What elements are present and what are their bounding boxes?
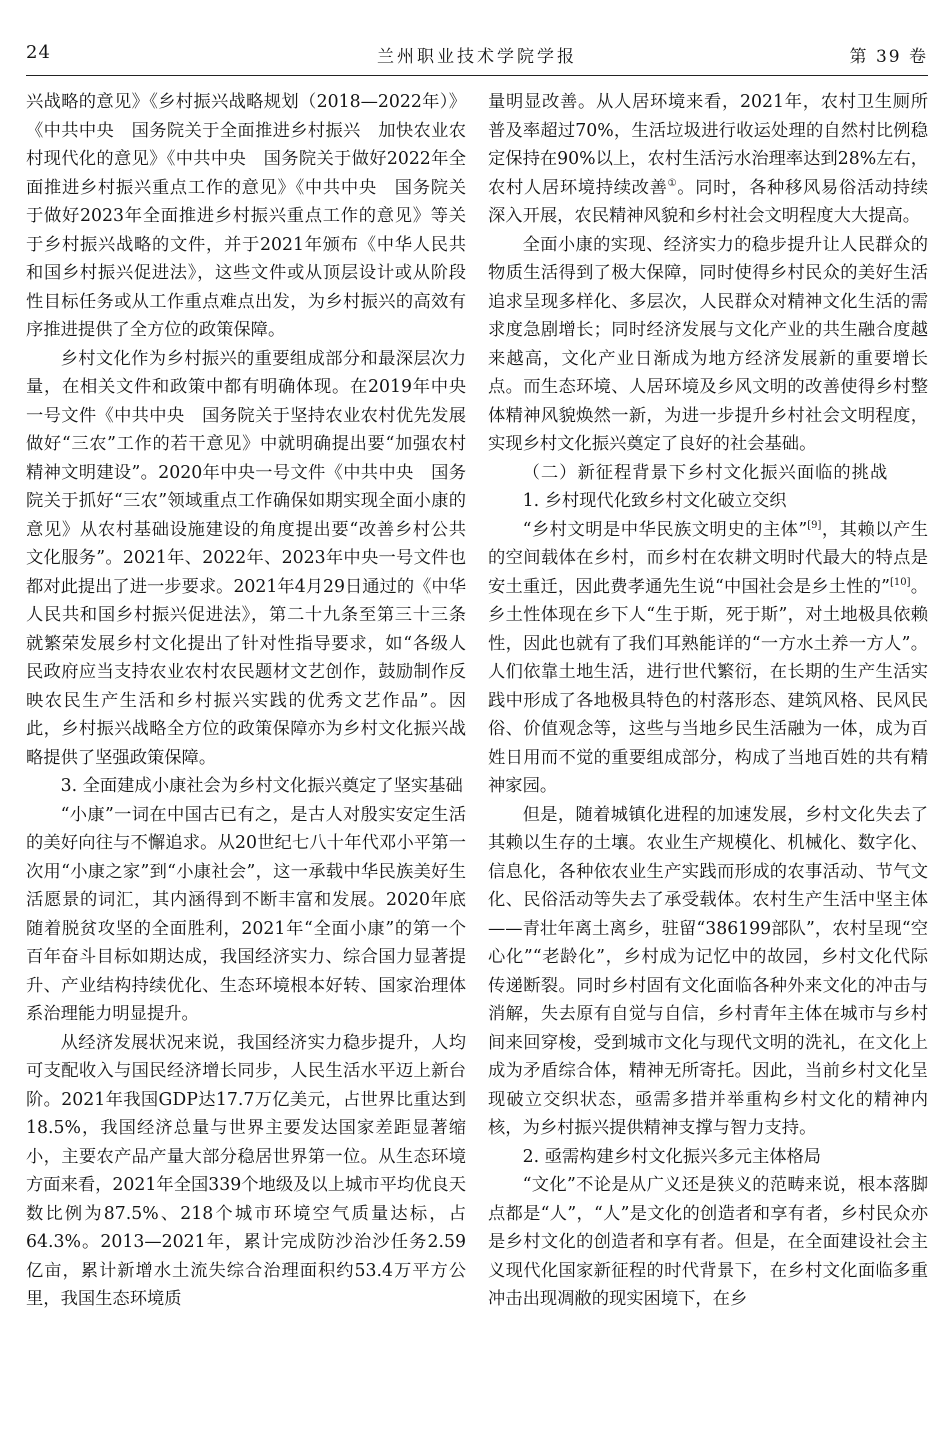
header-rule [26,75,928,76]
subsection-heading: 3. 全面建成小康社会为乡村文化振兴奠定了坚实基础 [60,776,463,796]
paragraph: “小康”一词在中国古已有之，是古人对殷实安定生活的美好向往与不懈追求。从20世纪七八十年代邓小平第一次用“小康之家”到“小康社会”，这一承载中华民族美好生活愿景的词汇，其内涵得到不断丰富和发展。2020年底随着脱贫攻坚的全面胜利，2021年“全面小康”的第一个百年奋斗目标如期达成，我国经济实力、综合国力显著提升、产业结构持续优化、生态环境根本好转、国家治理体系治理能力明显提升。 [26,804,466,1024]
page-number: 24 [26,42,51,63]
right-column [488,88,928,1438]
subsection-heading: 2. 亟需构建乡村文化振兴多元主体格局 [522,1146,822,1167]
section-heading: （二）新征程背景下乡村文化振兴面临的挑战 [522,462,889,483]
volume-label: 第 39 卷 [849,47,928,67]
left-column [26,88,466,1438]
paragraph: 但是，随着城镇化进程的加速发展，乡村文化失去了其赖以生存的土壤。农业生产规模化、机械化、数字化、信息化，各种依农业生产实践而形成的农事活动、节气文化、民俗活动等失去了承受载体。农村生产生活中坚主体——青壮年离土离乡，驻留“386199部队”，农村呈现“空心化”“老龄化”，乡村成为记忆中的故园，乡村文化代际传递断裂。同时乡村固有文化面临各种外来文化的冲击与消解，失去原有自觉与自信，乡村青年主体在城市与乡村间来回穿梭，受到城市文化与现代文明的洗礼，在文化上成为矛盾综合体，精神无所寄托。因此，当前乡村文化呈现破立交织状态，亟需多措并举重构乡村文化的精神内核，为乡村振兴提供精神支撑与智力支持。 [488,804,928,1138]
subsection-heading: 1. 乡村现代化致乡村文化破立交织 [522,491,787,511]
citation-ref: [10] [890,576,911,588]
journal-title: 兰州职业技术学院学报 [377,47,577,67]
page-header [26,42,928,72]
paragraph: 乡村文化作为乡村振兴的重要组成部分和最深层次力量，在相关文件和政策中都有明确体现。在2019年中央一号文件《中共中央 国务院关于坚持农业农村优先发展做好“三农”工作的若干意见》中就明确提出要“加强农村精神文明建设”。2020年中央一号文件《中共中央 国务院关于抓好“三农”领域重点工作确保如期实现全面小康的意见》从农村基础设施建设的角度提出要“改善乡村公共文化服务”。2021年、2022年、2023年中央一号文件也都对此提出了进一步要求。2021年4月29日通过的《中华人民共和国乡村振兴促进法》，第二十九条至第三十三条就繁荣发展乡村文化提出了针对性指导要求，如“各级人民政府应当支持农业农村农民题材文艺创作，鼓励制作反映农民生产生活和乡村振兴实践的优秀文艺作品”。因此，乡村振兴战略全方位的政策保障亦为乡村文化振兴战略提供了坚强政策保障。 [26,348,466,768]
paragraph: 量明显改善。从人居环境来看，2021年，农村卫生厕所普及率超过70%，生活垃圾进行收运处理的自然村比例稳定保持在90%以上，农村生活污水治理率达到28%左右，农村人居环境持续改善①。同时，各种移风易俗活动持续深入开展，农民精神风貌和乡村社会文明程度大大提高。 [488,92,928,226]
paragraph: 全面小康的实现、经济实力的稳步提升让人民群众的物质生活得到了极大保障，同时使得乡村民众的美好生活追求呈现多样化、多层次，人民群众对精神文化生活的需求度急剧增长；同时经济发展与文化产业的共生融合度越来越高，文化产业日渐成为地方经济发展新的重要增长点。而生态环境、人居环境及乡风文明的改善使得乡村整体精神风貌焕然一新，为进一步提升乡村社会文明程度，实现乡村文化振兴奠定了良好的社会基础。 [488,234,928,454]
paragraph: “文化”不论是从广义还是狭义的范畴来说，根本落脚点都是“人”，“人”是文化的创造者和享有者，乡村民众亦是乡村文化的创造者和享有者。但是，在全面建设社会主义现代化国家新征程的时代背景下，在乡村文化面临多重冲击出现凋敝的现实困境下，在乡 [488,1175,928,1309]
paragraph: “乡村文明是中华民族文明史的主体”[9]，其赖以产生的空间载体在乡村，而乡村在农耕文明时代最大的特点是安土重迁，因此费孝通先生说“中国社会是乡土性的”[10]。乡土性体现在乡下人“生于斯，死于斯”，对土地极具依赖性，因此也就有了我们耳熟能详的“一方水土养一方人”。人们依靠土地生活，进行世代繁衍，在长期的生产生活实践中形成了各地极具特色的村落形态、建筑风格、民风民俗、价值观念等，这些与当地乡民生活融为一体，成为百姓日用而不觉的重要组成部分，构成了当地百姓的共有精神家园。 [488,519,928,796]
citation-ref: [9] [807,519,822,531]
paragraph: 从经济发展状况来说，我国经济实力稳步提升，人均可支配收入与国民经济增长同步，人民生活水平迈上新台阶。2021年我国GDP达17.7万亿美元，占世界比重达到18.5%，我国经济总量与世界主要发达国家差距显著缩小，主要农产品产量大部分稳居世界第一位。从生态环境方面来看，2021年全国339个地级及以上城市平均优良天数比例为87.5%、218个城市环境空气质量达标，占64.3%。2013—2021年，累计完成防沙治沙任务2.59亿亩，累计新增水土流失综合治理面积约53.4万平方公里，我国生态环境质 [26,1032,466,1309]
paragraph: 兴战略的意见》《乡村振兴战略规划（2018—2022年）》《中共中央 国务院关于全面推进乡村振兴 加快农业农村现代化的意见》《中共中央 国务院关于做好2022年全面推进乡村振兴重点工作的意见》《中共中央 国务院关于做好2023年全面推进乡村振兴重点工作的意见》等关于乡村振兴战略的文件，并于2021年颁布《中华人民共和国乡村振兴促进法》，这些文件或从顶层设计或从阶段性目标任务或从工作重点难点出发，为乡村振兴的高效有序推进提供了全方位的政策保障。 [26,92,466,340]
footnote-ref: ① [667,177,678,189]
